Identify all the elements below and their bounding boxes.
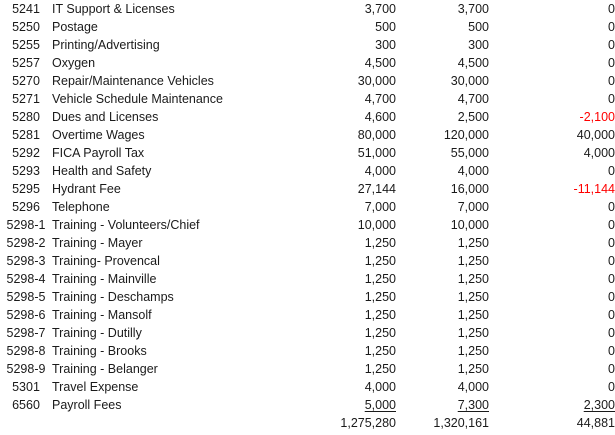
amount-variance-cell-text: 0	[608, 164, 615, 178]
account-description-cell-text: Training - Deschamps	[52, 290, 174, 304]
amount-variance-cell-text: 0	[608, 362, 615, 376]
account-code-cell-text: 5257	[12, 56, 40, 70]
account-description-cell[interactable]	[52, 270, 294, 288]
grand-total-budget-cell-text: 1,275,280	[340, 416, 396, 430]
table-row[interactable]	[0, 378, 615, 396]
amount-budget-cell-text: 1,250	[364, 362, 396, 376]
amount-variance-cell[interactable]	[489, 288, 615, 306]
account-description-cell[interactable]	[52, 54, 294, 72]
amount-budget-cell[interactable]	[294, 270, 396, 288]
account-description-cell[interactable]	[52, 216, 294, 234]
account-code-cell[interactable]	[0, 108, 52, 126]
amount-variance-cell-text: 0	[608, 56, 615, 70]
account-code-cell-text: 5298-5	[6, 290, 46, 304]
amount-proposed-cell[interactable]	[396, 378, 489, 396]
account-code-cell[interactable]	[0, 180, 52, 198]
amount-proposed-cell[interactable]	[396, 54, 489, 72]
account-description-cell-text: Travel Expense	[52, 380, 139, 394]
amount-proposed-cell-text: 3,700	[457, 2, 489, 16]
amount-proposed-cell[interactable]	[396, 126, 489, 144]
amount-proposed-cell[interactable]	[396, 108, 489, 126]
grand-total-variance-cell[interactable]	[489, 414, 615, 433]
amount-proposed-cell-text: 1,250	[457, 344, 489, 358]
account-description-cell[interactable]	[52, 144, 294, 162]
amount-budget-cell[interactable]	[294, 288, 396, 306]
amount-budget-cell[interactable]	[294, 90, 396, 108]
amount-budget-cell[interactable]	[294, 36, 396, 54]
amount-budget-cell-text: 80,000	[357, 128, 396, 142]
account-code-cell[interactable]	[0, 36, 52, 54]
table-row[interactable]	[0, 396, 615, 414]
amount-variance-cell-text: 4,000	[583, 146, 615, 160]
account-description-cell-text: Postage	[52, 20, 98, 34]
amount-proposed-cell-text: 1,250	[457, 254, 489, 268]
account-description-cell-text: Payroll Fees	[52, 398, 122, 412]
amount-budget-cell[interactable]	[294, 72, 396, 90]
account-description-cell-text: Training - Belanger	[52, 362, 158, 376]
account-description-cell-text: Telephone	[52, 200, 110, 214]
amount-proposed-cell[interactable]	[396, 36, 489, 54]
account-code-cell-text: 5301	[12, 380, 40, 394]
account-code-cell[interactable]	[0, 378, 52, 396]
table-row[interactable]	[0, 306, 615, 324]
account-description-cell-text: Dues and Licenses	[52, 110, 159, 124]
account-description-cell[interactable]	[52, 162, 294, 180]
amount-proposed-cell-text: 1,250	[457, 326, 489, 340]
amount-proposed-cell[interactable]	[396, 324, 489, 342]
amount-budget-cell[interactable]	[294, 306, 396, 324]
amount-variance-cell[interactable]	[489, 216, 615, 234]
account-code-cell[interactable]	[0, 126, 52, 144]
amount-proposed-cell-text: 1,250	[457, 236, 489, 250]
account-code-cell-text: 5298-1	[6, 218, 46, 232]
account-code-cell[interactable]	[0, 234, 52, 252]
account-code-cell[interactable]	[0, 306, 52, 324]
account-code-cell-text: 5250	[12, 20, 40, 34]
account-description-cell-text: Health and Safety	[52, 164, 152, 178]
account-description-cell[interactable]	[52, 36, 294, 54]
amount-proposed-cell[interactable]	[396, 360, 489, 378]
account-code-cell[interactable]	[0, 54, 52, 72]
amount-proposed-cell[interactable]	[396, 234, 489, 252]
table-row[interactable]	[0, 72, 615, 90]
amount-proposed-cell[interactable]	[396, 144, 489, 162]
account-code-cell-text: 5292	[12, 146, 40, 160]
amount-proposed-cell[interactable]	[396, 0, 489, 18]
amount-proposed-cell-text: 16,000	[450, 182, 489, 196]
account-code-cell[interactable]	[0, 342, 52, 360]
account-description-cell-text: Training - Volunteers/Chief	[52, 218, 200, 232]
amount-budget-cell-text: 1,250	[364, 326, 396, 340]
amount-proposed-cell[interactable]	[396, 18, 489, 36]
amount-variance-cell-text: 2,300	[583, 398, 615, 412]
amount-budget-cell[interactable]	[294, 180, 396, 198]
amount-budget-cell[interactable]	[294, 342, 396, 360]
table-row[interactable]	[0, 54, 615, 72]
amount-variance-cell-text: -11,144	[573, 182, 615, 196]
amount-variance-cell[interactable]	[489, 324, 615, 342]
amount-variance-cell[interactable]	[489, 270, 615, 288]
grand-total-label-cell	[52, 414, 294, 433]
amount-budget-cell[interactable]	[294, 18, 396, 36]
account-code-cell-text: 5296	[12, 200, 40, 214]
grand-total-proposed-cell-text: 1,320,161	[433, 416, 489, 430]
amount-budget-cell[interactable]	[294, 216, 396, 234]
amount-variance-cell[interactable]	[489, 252, 615, 270]
amount-budget-cell-text: 1,250	[364, 272, 396, 286]
amount-variance-cell-text: 0	[608, 344, 615, 358]
amount-variance-cell[interactable]	[489, 36, 615, 54]
table-row[interactable]	[0, 180, 615, 198]
account-description-cell[interactable]	[52, 396, 294, 414]
account-description-cell[interactable]	[52, 324, 294, 342]
amount-budget-cell-text: 4,000	[364, 380, 396, 394]
amount-variance-cell[interactable]	[489, 144, 615, 162]
table-row[interactable]	[0, 162, 615, 180]
amount-variance-cell-text: 0	[608, 20, 615, 34]
amount-budget-cell-text: 27,144	[357, 182, 396, 196]
amount-variance-cell[interactable]	[489, 198, 615, 216]
table-row[interactable]	[0, 342, 615, 360]
table-row[interactable]	[0, 90, 615, 108]
account-description-cell-text: Training- Provencal	[52, 254, 160, 268]
amount-budget-cell[interactable]	[294, 252, 396, 270]
account-description-cell[interactable]	[52, 252, 294, 270]
amount-proposed-cell[interactable]	[396, 72, 489, 90]
amount-variance-cell-text: 0	[608, 2, 615, 16]
account-description-cell-text: Repair/Maintenance Vehicles	[52, 74, 214, 88]
account-code-cell-text: 5298-9	[6, 362, 46, 376]
grand-total-budget-cell[interactable]	[294, 414, 396, 433]
account-code-cell-text: 5298-7	[6, 326, 46, 340]
amount-budget-cell[interactable]	[294, 162, 396, 180]
amount-variance-cell-text: 0	[608, 92, 615, 106]
table-row[interactable]	[0, 324, 615, 342]
amount-budget-cell-text: 1,250	[364, 290, 396, 304]
table-row[interactable]	[0, 108, 615, 126]
account-code-cell[interactable]	[0, 252, 52, 270]
amount-budget-cell[interactable]	[294, 54, 396, 72]
grand-total-variance-cell-text: 44,881	[576, 416, 615, 430]
account-code-cell-text: 5271	[12, 92, 40, 106]
grand-total-code-cell	[0, 414, 52, 433]
account-description-cell-text: Hydrant Fee	[52, 182, 121, 196]
account-description-cell[interactable]	[52, 288, 294, 306]
table-row[interactable]	[0, 0, 615, 18]
amount-budget-cell-text: 4,700	[364, 92, 396, 106]
amount-budget-cell-text: 10,000	[357, 218, 396, 232]
table-row[interactable]	[0, 216, 615, 234]
amount-variance-cell[interactable]	[489, 0, 615, 18]
amount-proposed-cell[interactable]	[396, 162, 489, 180]
account-code-cell[interactable]	[0, 72, 52, 90]
account-code-cell[interactable]	[0, 18, 52, 36]
amount-proposed-cell-text: 7,000	[457, 200, 489, 214]
account-code-cell-text: 5298-3	[6, 254, 46, 268]
account-code-cell-text: 5298-4	[6, 272, 46, 286]
account-description-cell-text: FICA Payroll Tax	[52, 146, 145, 160]
account-code-cell-text: 5295	[12, 182, 40, 196]
account-description-cell[interactable]	[52, 108, 294, 126]
amount-proposed-cell-text: 1,250	[457, 308, 489, 322]
amount-proposed-cell-text: 1,250	[457, 362, 489, 376]
table-row[interactable]	[0, 252, 615, 270]
account-code-cell-text: 5298-2	[6, 236, 46, 250]
account-code-cell[interactable]	[0, 288, 52, 306]
account-code-cell-text: 5280	[12, 110, 40, 124]
amount-variance-cell-text: 0	[608, 200, 615, 214]
account-description-cell[interactable]	[52, 90, 294, 108]
account-description-cell[interactable]	[52, 0, 294, 18]
grand-total-proposed-cell[interactable]	[396, 414, 489, 433]
amount-variance-cell[interactable]	[489, 18, 615, 36]
account-description-cell[interactable]	[52, 180, 294, 198]
amount-proposed-cell[interactable]	[396, 198, 489, 216]
amount-budget-cell-text: 7,000	[364, 200, 396, 214]
amount-proposed-cell[interactable]	[396, 306, 489, 324]
amount-variance-cell[interactable]	[489, 180, 615, 198]
amount-budget-cell-text: 30,000	[357, 74, 396, 88]
account-code-cell-text: 5241	[12, 2, 40, 16]
amount-proposed-cell-text: 2,500	[457, 110, 489, 124]
amount-variance-cell[interactable]	[489, 90, 615, 108]
amount-proposed-cell[interactable]	[396, 180, 489, 198]
amount-variance-cell[interactable]	[489, 396, 615, 414]
amount-variance-cell-text: 0	[608, 38, 615, 52]
account-code-cell[interactable]	[0, 144, 52, 162]
table-row[interactable]	[0, 270, 615, 288]
account-description-cell[interactable]	[52, 342, 294, 360]
amount-variance-cell[interactable]	[489, 342, 615, 360]
grand-total-row	[0, 414, 615, 433]
table-row[interactable]	[0, 288, 615, 306]
amount-budget-cell[interactable]	[294, 108, 396, 126]
amount-budget-cell[interactable]	[294, 324, 396, 342]
amount-proposed-cell[interactable]	[396, 216, 489, 234]
amount-variance-cell[interactable]	[489, 126, 615, 144]
amount-variance-cell-text: 0	[608, 272, 615, 286]
amount-budget-cell-text: 300	[375, 38, 396, 52]
table-row[interactable]	[0, 234, 615, 252]
amount-proposed-cell[interactable]	[396, 90, 489, 108]
amount-proposed-cell-text: 10,000	[450, 218, 489, 232]
amount-budget-cell[interactable]	[294, 360, 396, 378]
account-code-cell[interactable]	[0, 396, 52, 414]
account-description-cell-text: Training - Dutilly	[52, 326, 142, 340]
account-code-cell[interactable]	[0, 0, 52, 18]
amount-proposed-cell[interactable]	[396, 288, 489, 306]
account-code-cell[interactable]	[0, 198, 52, 216]
account-code-cell[interactable]	[0, 324, 52, 342]
account-description-cell-text: Printing/Advertising	[52, 38, 160, 52]
account-code-cell[interactable]	[0, 162, 52, 180]
amount-budget-cell[interactable]	[294, 198, 396, 216]
account-code-cell-text: 5270	[12, 74, 40, 88]
account-description-cell[interactable]	[52, 306, 294, 324]
amount-proposed-cell-text: 55,000	[450, 146, 489, 160]
amount-budget-cell[interactable]	[294, 234, 396, 252]
amount-variance-cell-text: 0	[608, 380, 615, 394]
amount-proposed-cell-text: 7,300	[457, 398, 489, 412]
amount-budget-cell-text: 500	[375, 20, 396, 34]
account-code-cell[interactable]	[0, 90, 52, 108]
amount-budget-cell[interactable]	[294, 0, 396, 18]
amount-proposed-cell-text: 500	[468, 20, 489, 34]
amount-budget-cell-text: 1,250	[364, 344, 396, 358]
amount-proposed-cell-text: 30,000	[450, 74, 489, 88]
amount-variance-cell-text: 0	[608, 308, 615, 322]
amount-variance-cell[interactable]	[489, 360, 615, 378]
amount-variance-cell[interactable]	[489, 378, 615, 396]
table-row[interactable]	[0, 126, 615, 144]
account-code-cell-text: 5255	[12, 38, 40, 52]
account-description-cell-text: Training - Mansolf	[52, 308, 152, 322]
amount-budget-cell-text: 3,700	[364, 2, 396, 16]
table-row[interactable]	[0, 198, 615, 216]
account-description-cell[interactable]	[52, 198, 294, 216]
account-code-cell[interactable]	[0, 216, 52, 234]
amount-variance-cell[interactable]	[489, 54, 615, 72]
table-row[interactable]	[0, 18, 615, 36]
amount-proposed-cell-text: 4,500	[457, 56, 489, 70]
account-description-cell-text: Training - Mainville	[52, 272, 157, 286]
amount-variance-cell[interactable]	[489, 162, 615, 180]
account-code-cell[interactable]	[0, 270, 52, 288]
account-description-cell-text: IT Support & Licenses	[52, 2, 175, 16]
amount-proposed-cell-text: 1,250	[457, 272, 489, 286]
amount-budget-cell[interactable]	[294, 396, 396, 414]
amount-budget-cell[interactable]	[294, 378, 396, 396]
account-code-cell-text: 5281	[12, 128, 40, 142]
amount-variance-cell[interactable]	[489, 72, 615, 90]
table-row[interactable]	[0, 360, 615, 378]
account-description-cell-text: Oxygen	[52, 56, 96, 70]
amount-variance-cell-text: 40,000	[576, 128, 615, 142]
amount-variance-cell[interactable]	[489, 234, 615, 252]
account-description-cell-text: Training - Mayer	[52, 236, 143, 250]
account-description-cell-text: Training - Brooks	[52, 344, 147, 358]
amount-budget-cell-text: 4,500	[364, 56, 396, 70]
amount-variance-cell[interactable]	[489, 108, 615, 126]
amount-proposed-cell[interactable]	[396, 342, 489, 360]
amount-proposed-cell-text: 4,000	[457, 164, 489, 178]
account-description-cell-text: Overtime Wages	[52, 128, 145, 142]
amount-variance-cell-text: 0	[608, 218, 615, 232]
amount-budget-cell-text: 1,250	[364, 254, 396, 268]
account-description-cell[interactable]	[52, 18, 294, 36]
amount-budget-cell-text: 1,250	[364, 308, 396, 322]
amount-budget-cell[interactable]	[294, 144, 396, 162]
table-row[interactable]	[0, 144, 615, 162]
account-description-cell[interactable]	[52, 378, 294, 396]
amount-variance-cell-text: 0	[608, 326, 615, 340]
amount-proposed-cell[interactable]	[396, 270, 489, 288]
account-code-cell-text: 5298-8	[6, 344, 46, 358]
amount-proposed-cell-text: 1,250	[457, 290, 489, 304]
account-description-cell[interactable]	[52, 234, 294, 252]
amount-variance-cell-text: -2,100	[579, 110, 615, 124]
account-code-cell[interactable]	[0, 360, 52, 378]
amount-variance-cell-text: 0	[608, 236, 615, 250]
account-code-cell-text: 6560	[12, 398, 40, 412]
account-description-cell[interactable]	[52, 360, 294, 378]
amount-proposed-cell-text: 4,000	[457, 380, 489, 394]
amount-budget-cell-text: 4,600	[364, 110, 396, 124]
amount-budget-cell[interactable]	[294, 126, 396, 144]
account-description-cell[interactable]	[52, 72, 294, 90]
amount-proposed-cell-text: 300	[468, 38, 489, 52]
amount-proposed-cell-text: 4,700	[457, 92, 489, 106]
table-row[interactable]	[0, 36, 615, 54]
amount-budget-cell-text: 51,000	[357, 146, 396, 160]
account-code-cell-text: 5298-6	[6, 308, 46, 322]
amount-variance-cell-text: 0	[608, 290, 615, 304]
account-description-cell-text: Vehicle Schedule Maintenance	[52, 92, 223, 106]
amount-variance-cell-text: 0	[608, 254, 615, 268]
account-code-cell-text: 5293	[12, 164, 40, 178]
account-description-cell[interactable]	[52, 126, 294, 144]
amount-proposed-cell-text: 120,000	[443, 128, 489, 142]
amount-proposed-cell[interactable]	[396, 396, 489, 414]
amount-budget-cell-text: 1,250	[364, 236, 396, 250]
amount-variance-cell-text: 0	[608, 74, 615, 88]
amount-budget-cell-text: 5,000	[364, 398, 396, 412]
amount-proposed-cell[interactable]	[396, 252, 489, 270]
amount-variance-cell[interactable]	[489, 306, 615, 324]
amount-budget-cell-text: 4,000	[364, 164, 396, 178]
